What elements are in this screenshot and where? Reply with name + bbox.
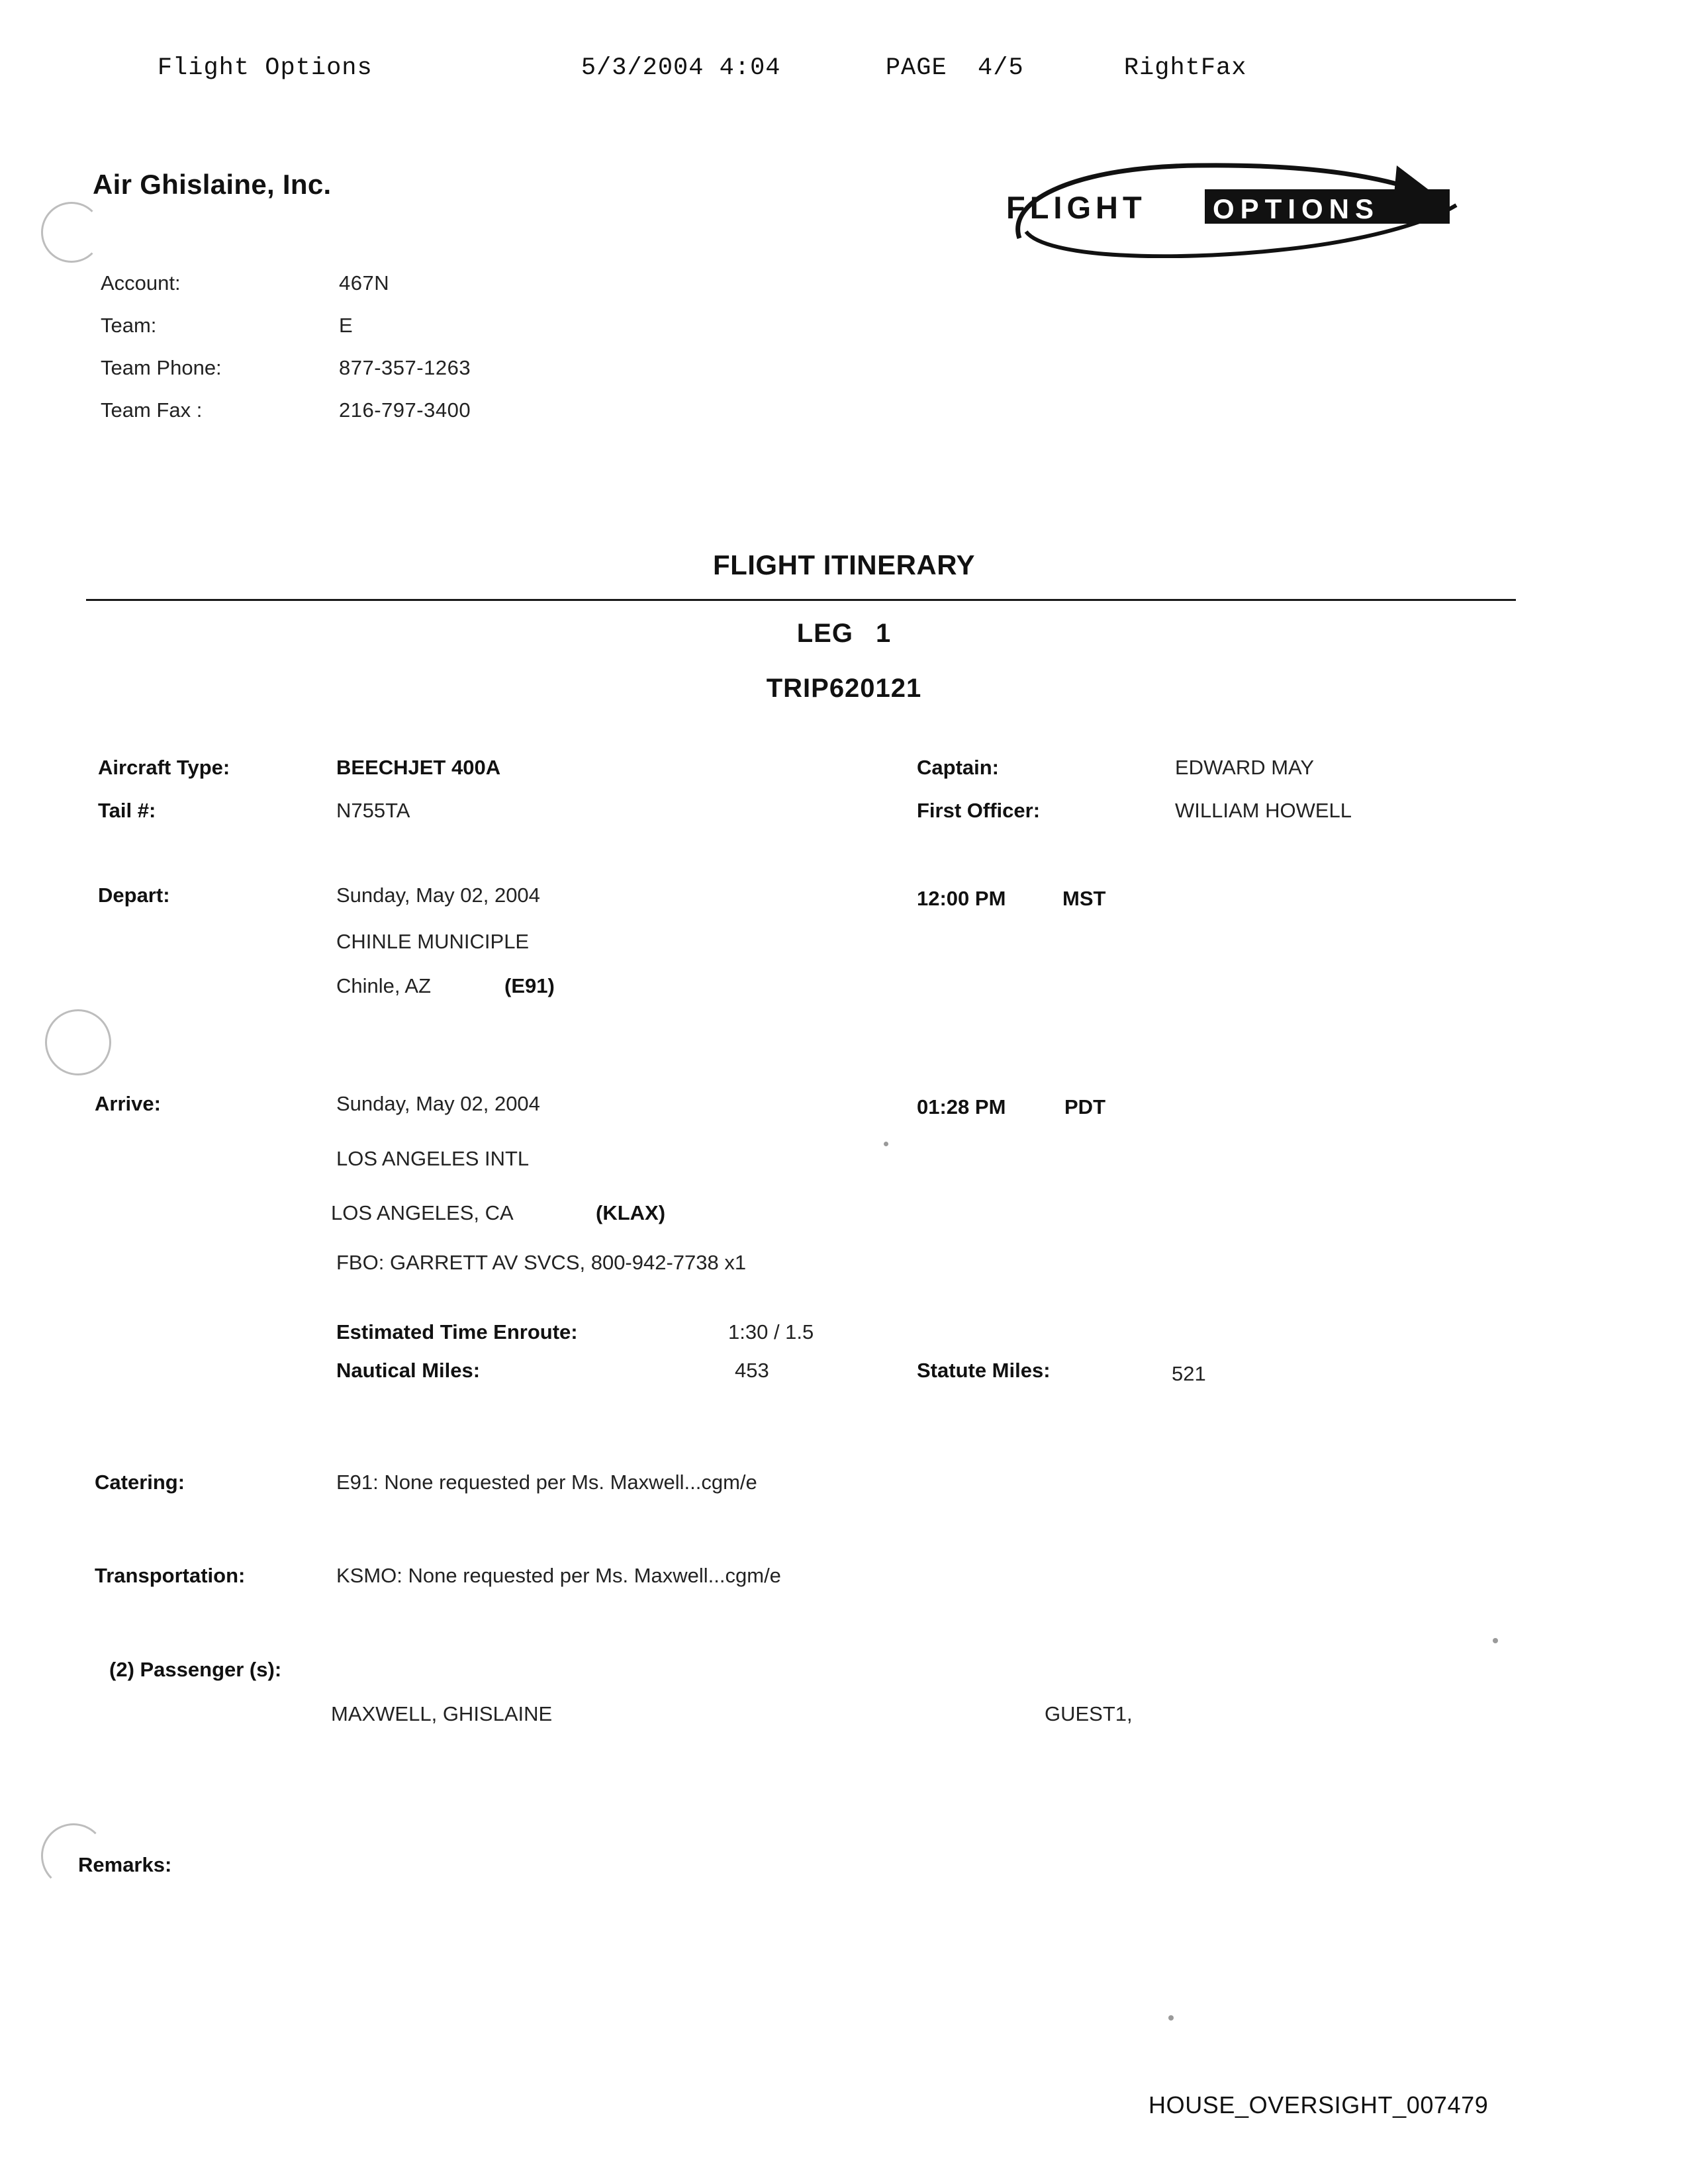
- account-info-table: [101, 271, 471, 441]
- company-name: Air Ghislaine, Inc.: [93, 169, 332, 200]
- tail-number-label: Tail #:: [98, 799, 156, 822]
- first-officer-label: First Officer:: [917, 799, 1041, 822]
- statute-miles-label: Statute Miles:: [917, 1359, 1051, 1382]
- scan-speck-a: [884, 1142, 888, 1146]
- fax-page-number: PAGE 4/5: [885, 54, 1024, 82]
- account-label: Account:: [101, 271, 181, 295]
- fax-transmission-header: [96, 26, 1552, 110]
- aircraft-type-value: BEECHJET 400A: [336, 756, 501, 779]
- arrive-airport-name: LOS ANGELES INTL: [336, 1147, 530, 1170]
- title-divider: [86, 599, 1516, 601]
- catering-label: Catering:: [95, 1471, 185, 1494]
- table-row: [101, 356, 471, 398]
- svg-text:OPTIONS: OPTIONS: [1213, 193, 1380, 224]
- depart-airport-code: (E91): [504, 974, 555, 997]
- remarks-label: Remarks:: [78, 1853, 172, 1876]
- arrive-time: 01:28 PM: [917, 1095, 1006, 1118]
- first-officer-value: WILLIAM HOWELL: [1175, 799, 1352, 822]
- hole-punch-middle: [45, 1009, 111, 1075]
- catering-value: E91: None requested per Ms. Maxwell...cgm/e: [336, 1471, 757, 1494]
- fax-service-name: RightFax: [1123, 54, 1247, 82]
- nautical-miles-value: 453: [735, 1359, 769, 1382]
- tail-number-value: N755TA: [336, 799, 410, 822]
- page-title: FLIGHT ITINERARY: [712, 549, 976, 580]
- depart-date: Sunday, May 02, 2004: [336, 884, 540, 907]
- captain-value: EDWARD MAY: [1175, 756, 1315, 779]
- passenger-name-1: MAXWELL, GHISLAINE: [331, 1702, 553, 1725]
- table-row: [101, 271, 471, 314]
- team-value: E: [339, 314, 353, 337]
- transportation-label: Transportation:: [95, 1564, 246, 1587]
- table-row: [101, 398, 471, 441]
- trip-number: 620121: [829, 674, 922, 703]
- arrive-fbo: FBO: GARRETT AV SVCS, 800-942-7738 x1: [336, 1251, 747, 1274]
- flight-options-logo: [1000, 152, 1489, 258]
- account-value: 467N: [339, 271, 390, 295]
- ete-label: Estimated Time Enroute:: [336, 1320, 578, 1343]
- ete-value: 1:30 / 1.5: [728, 1320, 814, 1343]
- arrive-label: Arrive:: [95, 1092, 161, 1115]
- depart-time: 12:00 PM: [917, 887, 1006, 910]
- statute-miles-value: 521: [1172, 1362, 1206, 1385]
- fax-datetime: 5/3/2004 4:04: [581, 54, 781, 82]
- bates-number: HOUSE_OVERSIGHT_007479: [1149, 2091, 1489, 2118]
- aircraft-type-label: Aircraft Type:: [98, 756, 230, 779]
- hole-punch-top: [41, 202, 102, 263]
- scan-speck-b: [1493, 1638, 1498, 1643]
- team-phone-value: 877-357-1263: [339, 356, 471, 379]
- depart-airport-name: CHINLE MUNICIPLE: [336, 930, 530, 953]
- passenger-name-2: GUEST1,: [1045, 1702, 1133, 1725]
- trip-label: TRIP: [766, 674, 829, 703]
- trip-heading: [0, 674, 1688, 704]
- arrive-timezone: PDT: [1064, 1095, 1105, 1118]
- svg-text:FLIGHT: FLIGHT: [1006, 190, 1147, 225]
- arrive-city-state: LOS ANGELES, CA: [331, 1201, 514, 1224]
- leg-label: LEG: [796, 619, 853, 648]
- transportation-value: KSMO: None requested per Ms. Maxwell...cgm/e: [336, 1564, 781, 1587]
- team-fax-label: Team Fax :: [101, 398, 203, 422]
- captain-label: Captain:: [917, 756, 999, 779]
- nautical-miles-label: Nautical Miles:: [336, 1359, 481, 1382]
- team-phone-label: Team Phone:: [101, 356, 222, 379]
- scan-speck-c: [1168, 2015, 1174, 2021]
- fax-sender: Flight Options: [157, 54, 373, 82]
- depart-timezone: MST: [1062, 887, 1106, 910]
- table-row: [101, 314, 471, 356]
- leg-heading: [0, 619, 1688, 649]
- arrive-date: Sunday, May 02, 2004: [336, 1092, 540, 1115]
- arrive-airport-code: (KLAX): [596, 1201, 666, 1224]
- depart-label: Depart:: [98, 884, 170, 907]
- depart-city-state: Chinle, AZ: [336, 974, 432, 997]
- team-fax-value: 216-797-3400: [339, 398, 471, 422]
- team-label: Team:: [101, 314, 157, 337]
- leg-number: 1: [875, 619, 892, 648]
- passengers-heading: (2) Passenger (s):: [109, 1658, 282, 1681]
